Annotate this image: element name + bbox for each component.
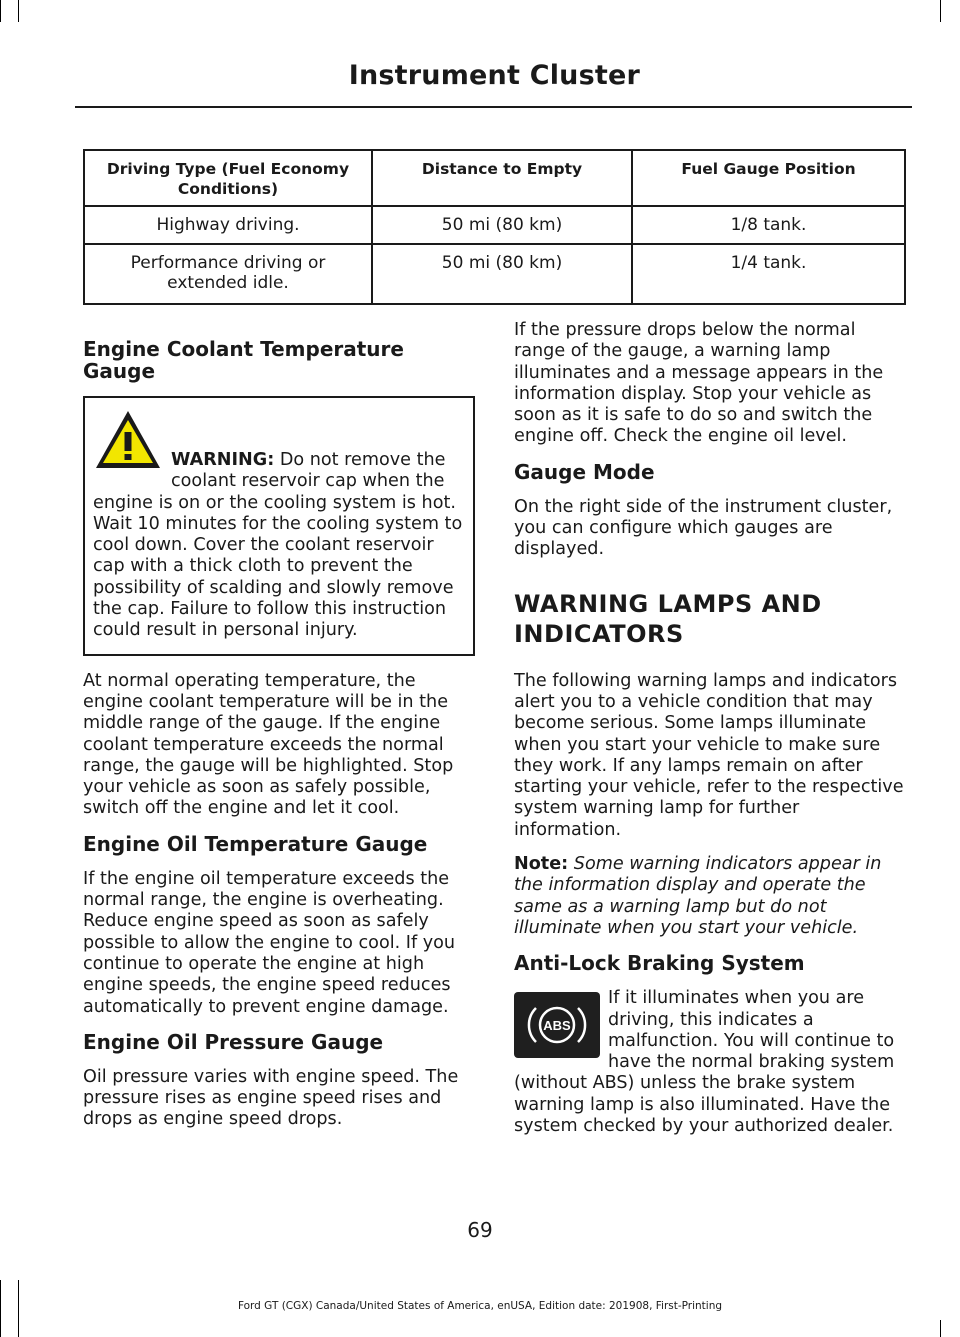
paragraph: At normal operating temperature, the engine coolant temperature will be in the middle range of the gauge. If the engine coolant temperature exceeds the normal range, the gauge will be highlighted. Stop your vehicle as soon as safely possible, switch off the engine and let it cool.	[83, 670, 454, 819]
abs-symbol-icon	[514, 992, 600, 1058]
paragraph: If the engine oil temperature exceeds the normal range, the engine is overheating. Reduce engine speed as soon as safely possible to allow the engine to cool. If you continue to operate the engine at high engine speeds, the engine speed reduces automatically to prevent engine damage.	[83, 868, 456, 1017]
paragraph: The following warning lamps and indicators alert you to a vehicle condition that may become serious. Some lamps illuminate when you start your vehicle to make sure they work. If any lamps remain on after starting your vehicle, refer to the respective system warning lamp for further information.	[514, 670, 904, 840]
table-row	[84, 244, 905, 304]
table-cell: 1/8 tank.	[632, 206, 905, 244]
header-divider	[75, 106, 912, 108]
abs-block	[514, 988, 910, 1137]
chapter-heading: WARNING LAMPS AND INDICATORS	[514, 589, 822, 648]
crop-mark	[940, 0, 941, 22]
section-heading: Anti-Lock Braking System	[514, 951, 805, 976]
warning-text: Do not remove the coolant reservoir cap when the engine is on or the cooling system is hot. Wait 10 minutes for the cooling system to cool down. Cover the coolant reservoir cap with a thick cloth to prevent the possibility of scalding and slowly remove the cap. Failure to follow this instruction could result in personal injury.	[93, 450, 463, 641]
paragraph: If the pressure drops below the normal range of the gauge, a warning lamp illuminates and a message appears in the information display. Stop your vehicle as soon as it is safe to do so and switch the engine off. Check the engine oil level.	[514, 320, 884, 447]
crop-mark	[18, 0, 19, 22]
warning-label: WARNING:	[171, 450, 275, 470]
note-text: Some warning indicators appear in the information display and operate the same as a warning lamp but do not illuminate when you start your vehicle.	[514, 854, 882, 938]
note	[514, 854, 910, 939]
section-heading: Engine Oil Temperature Gauge	[83, 831, 428, 856]
table-cell: Performance driving or extended idle.	[84, 244, 372, 304]
table-row	[84, 206, 905, 244]
abs-icon-text: ABS	[543, 1018, 571, 1034]
fuel-table	[83, 149, 906, 305]
page-title: Instrument Cluster	[348, 60, 640, 91]
left-column	[83, 338, 475, 1144]
paragraph: If it illuminates when you are driving, this indicates a malfunction. You will continue to have the normal braking system (without ABS) unless the brake system warning lamp is also illuminated. Have the system checked by your authorized dealer.	[514, 988, 895, 1137]
right-column	[514, 320, 910, 1137]
warning-box	[83, 396, 475, 656]
table-cell: 1/4 tank.	[632, 244, 905, 304]
section-heading: Engine Oil Pressure Gauge	[83, 1029, 384, 1054]
page-number: 69	[467, 1218, 493, 1242]
table-header-cell: Driving Type (Fuel Economy Conditions)	[84, 150, 372, 206]
table-header-cell: Distance to Empty	[372, 150, 632, 206]
crop-mark	[940, 1320, 941, 1337]
table-header-cell: Fuel Gauge Position	[632, 150, 905, 206]
crop-mark	[0, 0, 1, 22]
table-cell: 50 mi (80 km)	[372, 206, 632, 244]
footer-text: Ford GT (CGX) Canada/United States of America, enUSA, Edition date: 201908, First-Printing	[237, 1300, 723, 1312]
paragraph: On the right side of the instrument cluster, you can configure which gauges are displayed.	[514, 496, 893, 560]
note-label: Note:	[514, 854, 569, 875]
warning-triangle-icon	[93, 408, 163, 472]
section-heading: Engine Coolant Temperature Gauge	[83, 337, 404, 383]
table-cell: 50 mi (80 km)	[372, 244, 632, 304]
section-heading: Gauge Mode	[514, 459, 655, 484]
abs-warning-icon	[514, 992, 600, 1058]
paragraph: Oil pressure varies with engine speed. The pressure rises as engine speed rises and drops as engine speed drops.	[83, 1066, 459, 1130]
table-header-row	[84, 150, 905, 206]
table-cell: Highway driving.	[84, 206, 372, 244]
